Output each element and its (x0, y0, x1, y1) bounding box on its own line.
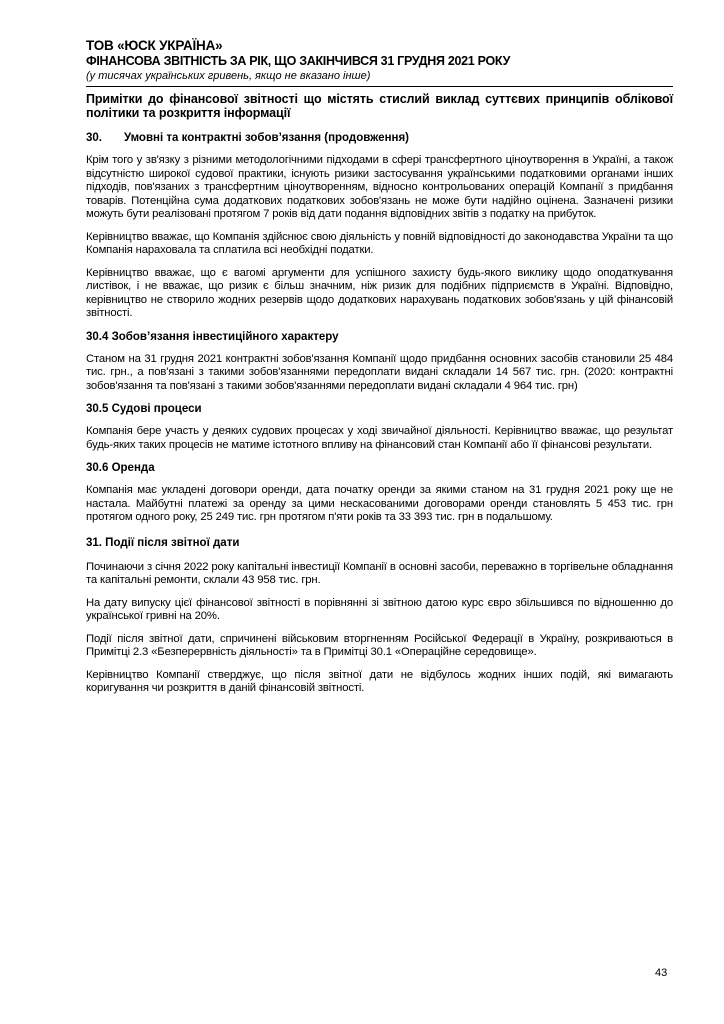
section-30-4-heading: 30.4 Зобов’язання інвестиційного характеру (86, 330, 339, 343)
section-31-paragraph-4: Керівництво Компанії стверджує, що після звітної дати не відбулось жодних інших подій, які вимагають коригування чи розкриття в даній фінансовій звітності. (86, 668, 673, 694)
section-30-5-paragraph: Компанія бере участь у деяких судових процесах у ході звичайної діяльності. Керівництво вважає, що результат будь-яких таких процесів не матиме істотного впливу на фінансовий стан Компанії або її фінансові результати. (86, 425, 673, 451)
section-31-paragraph-3: Події після звітної дати, спричинені військовим вторгненням Російської Федерації в Україну, розкриваються в Примітці 2.3 «Безперервність діяльності» та в Примітці 30.1 «Операційне середовище». (86, 632, 673, 658)
section-30-paragraph-3: Керівництво вважає, що є вагомі аргументи для успішного захисту будь-якого виклику щодо оподаткування листівок, і не вважає, що ризик є більш значним, ніж ризик для подібних підприємств в Україні. Відповідно, керівництво не створило жодних резервів щодо додаткових нарахувань податкових зобов'язань у цій фінансовій звітності. (86, 266, 673, 319)
section-30-heading (86, 131, 673, 145)
company-name: ТОВ «ЮСК УКРАЇНА» (86, 38, 223, 53)
report-title: ФІНАНСОВА ЗВІТНІСТЬ ЗА РІК, ЩО ЗАКІНЧИВСЯ 31 ГРУДНЯ 2021 РОКУ (86, 54, 511, 68)
section-30-title: Умовні та контрактні зобов’язання (продовження) (124, 132, 410, 144)
section-30-4-paragraph: Станом на 31 грудня 2021 контрактні зобов'язання Компанії щодо придбання основних засобів становили 25 484 тис. грн., а пов'язані з такими зобов'язаннями передоплати видані складали 14 567 тис. грн. (2020: контрактні зобов'язання та пов'язані з такими зобов'язаннями передоплати видані складали 4 964 тис. грн) (86, 352, 673, 392)
section-30-number: 30. (86, 132, 102, 144)
header-divider (86, 86, 673, 87)
notes-title: Примітки до фінансової звітності що містять стислий виклад суттєвих принципів облікової політики та розкриття інформації (86, 92, 673, 120)
section-31-paragraph-2: На дату випуску цієї фінансової звітності в порівнянні зі звітною датою курс євро збільшився по відношенню до української гривні на 20%. (86, 596, 673, 622)
section-30-paragraph-2: Керівництво вважає, що Компанія здійснює свою діяльність у повній відповідності до законодавства України та що Компанія нараховала та сплатила всі необхідні податки. (86, 230, 673, 256)
page-number: 43 (655, 967, 668, 979)
section-30-6-heading: 30.6 Оренда (86, 462, 155, 474)
section-30-5-heading: 30.5 Судові процеси (86, 403, 202, 415)
document-page (86, 38, 673, 696)
section-31-paragraph-1: Починаючи з січня 2022 року капітальні інвестиції Компанії в основні засоби, переважно в торгівельне обладнання та капітальні ремонти, склали 43 958 тис. грн. (86, 560, 673, 586)
section-30-paragraph-1: Крім того у зв'язку з різними методологічними підходами в сфері трансфертного ціноутворення в Україні, а також відсутністю широкої судової практики, існують ризики застосування українськими податковими органами інших підходів, пов'язаних з трансфертним ціноутворенням, відносно контрольованих операцій Компанії з придбання товарів. Потенційна сума додаткових податкових зобов'язань не може бути надійно оцінена. Зазначені ризики можуть бути реалізовані протягом 7 років від дати подання відповідних звітів з податку на прибуток. (86, 154, 673, 220)
report-subtitle: (у тисячах українських гривень, якщо не вказано інше) (86, 70, 371, 82)
section-31-heading: 31. Події після звітної дати (86, 536, 240, 549)
section-30-6-paragraph: Компанія має укладені договори оренди, дата початку оренди за якими станом на 31 грудня 2021 року ще не настала. Майбутні платежі за оренду за цими нескасованими договорами оренди становлять 5 453 тис. грн протягом одного року, 25 249 тис. грн протягом п'яти років та 33 393 тис. грн в подальшому. (86, 484, 673, 523)
